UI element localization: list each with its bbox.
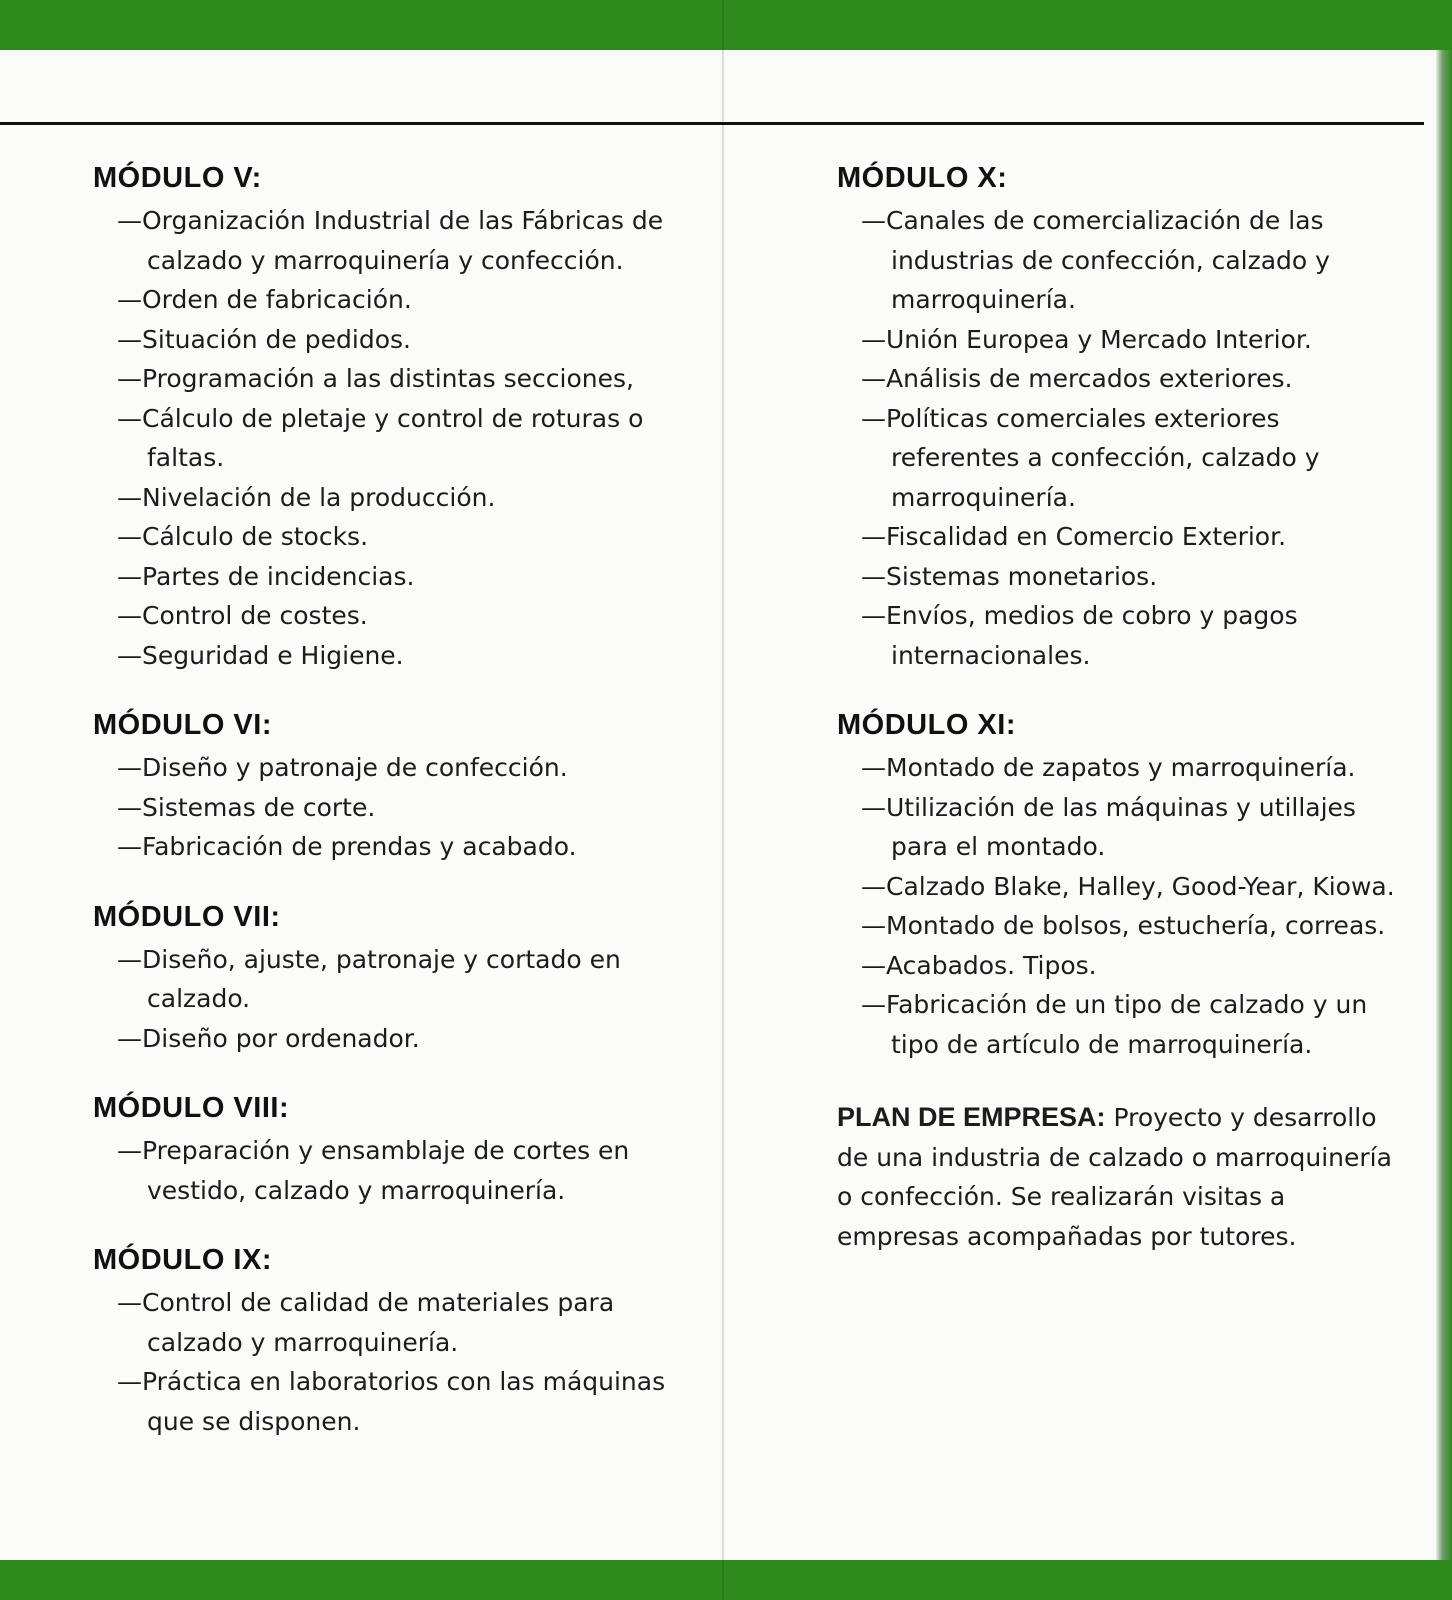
list-item: — Envíos, medios de cobro y pagos internacionales. [861, 596, 1415, 675]
list-item: — Políticas comerciales exteriores referentes a confección, calzado y marroquinería. [861, 399, 1415, 518]
module-v [93, 162, 703, 675]
list-item: — Sistemas de corte. [117, 788, 703, 828]
bottom-green-band [0, 1560, 1452, 1600]
list-item: — Seguridad e Higiene. [117, 636, 703, 676]
list-item: — Partes de incidencias. [117, 557, 703, 597]
module-item-list [93, 1131, 703, 1210]
module-xi [837, 709, 1415, 1064]
module-heading: MÓDULO V: [93, 162, 262, 194]
right-edge-strip [1436, 50, 1452, 1560]
module-vi [93, 709, 703, 867]
module-item-list [93, 748, 703, 867]
header-rule [0, 122, 1424, 125]
list-item: — Análisis de mercados exteriores. [861, 359, 1415, 399]
list-item: — Práctica en laboratorios con las máquinas que se disponen. [117, 1362, 703, 1441]
list-item: — Fiscalidad en Comercio Exterior. [861, 517, 1415, 557]
module-heading: MÓDULO VI: [93, 709, 272, 741]
top-green-band [0, 0, 1452, 50]
list-item: — Canales de comercialización de las industrias de confección, calzado y marroquinería. [861, 201, 1415, 320]
list-item: — Fabricación de un tipo de calzado y un tipo de artículo de marroquinería. [861, 985, 1415, 1064]
module-vii [93, 901, 703, 1059]
list-item: — Cálculo de stocks. [117, 517, 703, 557]
list-item: — Control de costes. [117, 596, 703, 636]
list-item: — Acabados. Tipos. [861, 946, 1415, 986]
list-item: — Fabricación de prendas y acabado. [117, 827, 703, 867]
list-item: — Cálculo de pletaje y control de roturas o faltas. [117, 399, 703, 478]
list-item: — Unión Europea y Mercado Interior. [861, 320, 1415, 360]
list-item: — Diseño, ajuste, patronaje y cortado en calzado. [117, 940, 703, 1019]
fold-crease [722, 0, 724, 1600]
brochure-page [0, 50, 1436, 1560]
module-heading: MÓDULO VIII: [93, 1092, 290, 1124]
list-item: — Utilización de las máquinas y utillajes para el montado. [861, 788, 1415, 867]
module-x [837, 162, 1415, 675]
list-item: — Sistemas monetarios. [861, 557, 1415, 597]
module-item-list [93, 201, 703, 675]
list-item: — Situación de pedidos. [117, 320, 703, 360]
module-item-list [93, 940, 703, 1059]
module-ix [93, 1244, 703, 1441]
list-item: — Preparación y ensamblaje de cortes en vestido, calzado y marroquinería. [117, 1131, 703, 1210]
module-heading: MÓDULO X: [837, 162, 1008, 194]
module-item-list [837, 201, 1415, 675]
right-column [837, 162, 1415, 1256]
list-item: — Calzado Blake, Halley, Good-Year, Kiowa. [861, 867, 1415, 907]
module-item-list [93, 1283, 703, 1441]
module-heading: MÓDULO XI: [837, 709, 1016, 741]
list-item: — Montado de zapatos y marroquinería. [861, 748, 1415, 788]
module-heading: MÓDULO VII: [93, 900, 281, 933]
list-item: — Control de calidad de materiales para calzado y marroquinería. [117, 1283, 703, 1362]
list-item: — Montado de bolsos, estuchería, correas. [861, 906, 1415, 946]
list-item: — Organización Industrial de las Fábricas de calzado y marroquinería y confección. [117, 201, 703, 280]
list-item: — Diseño y patronaje de confección. [117, 748, 703, 788]
list-item: — Programación a las distintas secciones, [117, 359, 703, 399]
list-item: — Orden de fabricación. [117, 280, 703, 320]
module-heading: MÓDULO IX: [93, 1244, 272, 1276]
plan-text: Proyecto y desarrollo de una industria de calzado o marroquinería o confección. Se realizarán visitas a empresas acompañadas por tutores. [837, 1103, 1392, 1251]
list-item: — Diseño por ordenador. [117, 1019, 703, 1059]
plan-de-empresa [837, 1098, 1415, 1256]
list-item: — Nivelación de la producción. [117, 478, 703, 518]
module-item-list [837, 748, 1415, 1064]
plan-title: PLAN DE EMPRESA: [837, 1102, 1106, 1132]
module-viii [93, 1092, 703, 1210]
left-column [93, 162, 703, 1475]
